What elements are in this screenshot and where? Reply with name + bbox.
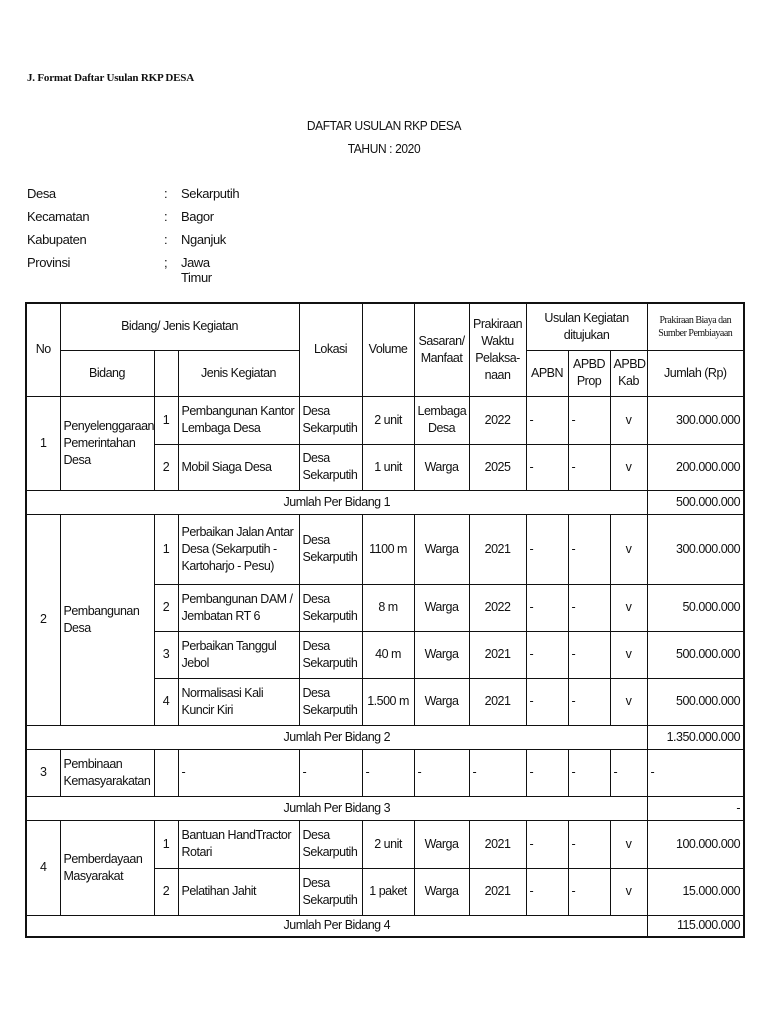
row-apbd-prop: - [568, 678, 610, 725]
info-separator: : [164, 186, 168, 201]
row-sasaran: Warga [414, 631, 469, 678]
row-jenis: Pembangunan DAM / Jembatan RT 6 [178, 584, 299, 631]
row-apbd-kab: v [610, 444, 647, 490]
row-apbd-kab: - [610, 749, 647, 796]
row-jenis: Mobil Siaga Desa [178, 444, 299, 490]
header-bidang-jenis: Bidang/ Jenis Kegiatan [60, 303, 299, 350]
group-no: 1 [26, 396, 60, 490]
row-number: 4 [154, 678, 178, 725]
header-lokasi: Lokasi [299, 303, 362, 396]
row-lokasi: - [299, 749, 362, 796]
row-volume: 8 m [362, 584, 414, 631]
row-number: 3 [154, 631, 178, 678]
row-sasaran: Warga [414, 514, 469, 584]
row-lokasi: Desa Sekarputih [299, 631, 362, 678]
row-volume: 1 unit [362, 444, 414, 490]
row-apbd-prop: - [568, 631, 610, 678]
header-volume: Volume [362, 303, 414, 396]
row-sasaran: Lembaga Desa [414, 396, 469, 444]
group-bidang: Penyelenggaraan Pemerintahan Desa [60, 396, 154, 490]
row-number: 1 [154, 396, 178, 444]
row-lokasi: Desa Sekarputih [299, 444, 362, 490]
info-label: Provinsi [27, 255, 71, 270]
row-jumlah: 15.000.000 [647, 868, 744, 915]
row-number: 2 [154, 444, 178, 490]
row-sasaran: Warga [414, 820, 469, 868]
row-apbd-prop: - [568, 584, 610, 631]
subtotal-value: 500.000.000 [647, 490, 744, 514]
row-apbd-kab: v [610, 868, 647, 915]
row-sasaran: Warga [414, 444, 469, 490]
header-no: No [26, 303, 60, 396]
row-apbd-prop: - [568, 444, 610, 490]
row-volume: 1100 m [362, 514, 414, 584]
row-waktu: - [469, 749, 526, 796]
header-prakiraan-waktu: Prakiraan Waktu Pelaksa-naan [469, 303, 526, 396]
row-sasaran: Warga [414, 868, 469, 915]
row-apbd-prop: - [568, 820, 610, 868]
row-apbn: - [526, 444, 568, 490]
row-apbn: - [526, 584, 568, 631]
row-apbd-kab: v [610, 631, 647, 678]
row-jenis: Pembangunan Kantor Lembaga Desa [178, 396, 299, 444]
row-apbn: - [526, 514, 568, 584]
subtotal-value: 1.350.000.000 [647, 725, 744, 749]
row-sasaran: Warga [414, 678, 469, 725]
group-bidang: Pembinaan Kemasyarakatan [60, 749, 154, 796]
header-apbd-kab: APBD Kab [610, 350, 647, 396]
row-apbn: - [526, 749, 568, 796]
row-jenis: Pelatihan Jahit [178, 868, 299, 915]
header-bidang: Bidang [60, 350, 154, 396]
row-number: 2 [154, 868, 178, 915]
row-lokasi: Desa Sekarputih [299, 584, 362, 631]
row-sasaran: - [414, 749, 469, 796]
row-jenis: Perbaikan Tanggul Jebol [178, 631, 299, 678]
row-apbd-prop: - [568, 396, 610, 444]
row-jumlah: 200.000.000 [647, 444, 744, 490]
row-volume: 1.500 m [362, 678, 414, 725]
row-waktu: 2021 [469, 514, 526, 584]
row-jenis: Normalisasi Kali Kuncir Kiri [178, 678, 299, 725]
table-row [26, 396, 744, 444]
info-value: Nganjuk [181, 232, 226, 247]
document-title: DAFTAR USULAN RKP DESA [306, 118, 462, 133]
header-sasaran: Sasaran/ Manfaat [414, 303, 469, 396]
subtotal-label: Jumlah Per Bidang 4 [26, 915, 647, 937]
row-jumlah: 100.000.000 [647, 820, 744, 868]
header-usulan: Usulan Kegiatan ditujukan [526, 303, 647, 350]
subtotal-row [26, 915, 744, 937]
subtotal-value: - [647, 796, 744, 820]
header-biaya: Prakiraan Biaya dan Sumber Pembiayaan [647, 303, 744, 350]
row-apbn: - [526, 868, 568, 915]
row-waktu: 2021 [469, 820, 526, 868]
row-jenis: Perbaikan Jalan Antar Desa (Sekarputih - Kartoharjo - Pesu) [178, 514, 299, 584]
row-waktu: 2022 [469, 396, 526, 444]
row-apbd-prop: - [568, 868, 610, 915]
info-separator: : [164, 232, 168, 247]
row-lokasi: Desa Sekarputih [299, 396, 362, 444]
info-separator: : [164, 209, 168, 224]
row-apbn: - [526, 678, 568, 725]
row-apbd-kab: v [610, 584, 647, 631]
subtotal-row [26, 725, 744, 749]
info-label: Desa [27, 186, 56, 201]
info-value: Jawa Timur [181, 255, 212, 285]
row-apbd-kab: v [610, 820, 647, 868]
subtotal-row [26, 796, 744, 820]
table-row [26, 820, 744, 868]
group-no: 4 [26, 820, 60, 915]
row-jumlah: - [647, 749, 744, 796]
row-waktu: 2021 [469, 631, 526, 678]
row-waktu: 2025 [469, 444, 526, 490]
row-lokasi: Desa Sekarputih [299, 678, 362, 725]
row-volume: 2 unit [362, 820, 414, 868]
info-label: Kecamatan [27, 209, 90, 224]
info-separator: ; [164, 255, 168, 270]
subtotal-label: Jumlah Per Bidang 1 [26, 490, 647, 514]
row-number [154, 749, 178, 796]
row-volume: 1 paket [362, 868, 414, 915]
table-row [26, 514, 744, 584]
group-bidang: Pembangunan Desa [60, 514, 154, 725]
info-value: Bagor [181, 209, 214, 224]
subtotal-value: 115.000.000 [647, 915, 744, 937]
row-waktu: 2021 [469, 868, 526, 915]
row-jumlah: 500.000.000 [647, 678, 744, 725]
group-no: 2 [26, 514, 60, 725]
row-volume: - [362, 749, 414, 796]
document-heading: J. Format Daftar Usulan RKP DESA [27, 72, 194, 84]
row-jumlah: 300.000.000 [647, 396, 744, 444]
row-number: 1 [154, 820, 178, 868]
row-apbd-kab: v [610, 678, 647, 725]
row-jenis: Bantuan HandTractor Rotari [178, 820, 299, 868]
row-number: 2 [154, 584, 178, 631]
table-row [26, 749, 744, 796]
subtotal-row [26, 490, 744, 514]
row-volume: 40 m [362, 631, 414, 678]
header-jenis: Jenis Kegiatan [178, 350, 299, 396]
row-waktu: 2022 [469, 584, 526, 631]
row-lokasi: Desa Sekarputih [299, 514, 362, 584]
row-waktu: 2021 [469, 678, 526, 725]
header-jumlah: Jumlah (Rp) [647, 350, 744, 396]
info-label: Kabupaten [27, 232, 87, 247]
group-no: 3 [26, 749, 60, 796]
document-year: TAHUN : 2020 [347, 141, 421, 156]
info-value: Sekarputih [181, 186, 240, 201]
row-apbd-kab: v [610, 396, 647, 444]
row-jumlah: 50.000.000 [647, 584, 744, 631]
subtotal-label: Jumlah Per Bidang 2 [26, 725, 647, 749]
row-apbd-prop: - [568, 749, 610, 796]
row-apbn: - [526, 631, 568, 678]
header-apbd-prop: APBD Prop [568, 350, 610, 396]
rkp-table [25, 302, 745, 938]
row-jumlah: 500.000.000 [647, 631, 744, 678]
row-sasaran: Warga [414, 584, 469, 631]
row-apbn: - [526, 396, 568, 444]
row-jumlah: 300.000.000 [647, 514, 744, 584]
row-lokasi: Desa Sekarputih [299, 868, 362, 915]
row-apbd-prop: - [568, 514, 610, 584]
row-lokasi: Desa Sekarputih [299, 820, 362, 868]
row-apbd-kab: v [610, 514, 647, 584]
row-number: 1 [154, 514, 178, 584]
row-volume: 2 unit [362, 396, 414, 444]
row-apbn: - [526, 820, 568, 868]
subtotal-label: Jumlah Per Bidang 3 [26, 796, 647, 820]
header-apbn: APBN [526, 350, 568, 396]
header-spacer [154, 350, 178, 396]
group-bidang: Pemberdayaan Masyarakat [60, 820, 154, 915]
row-jenis: - [178, 749, 299, 796]
